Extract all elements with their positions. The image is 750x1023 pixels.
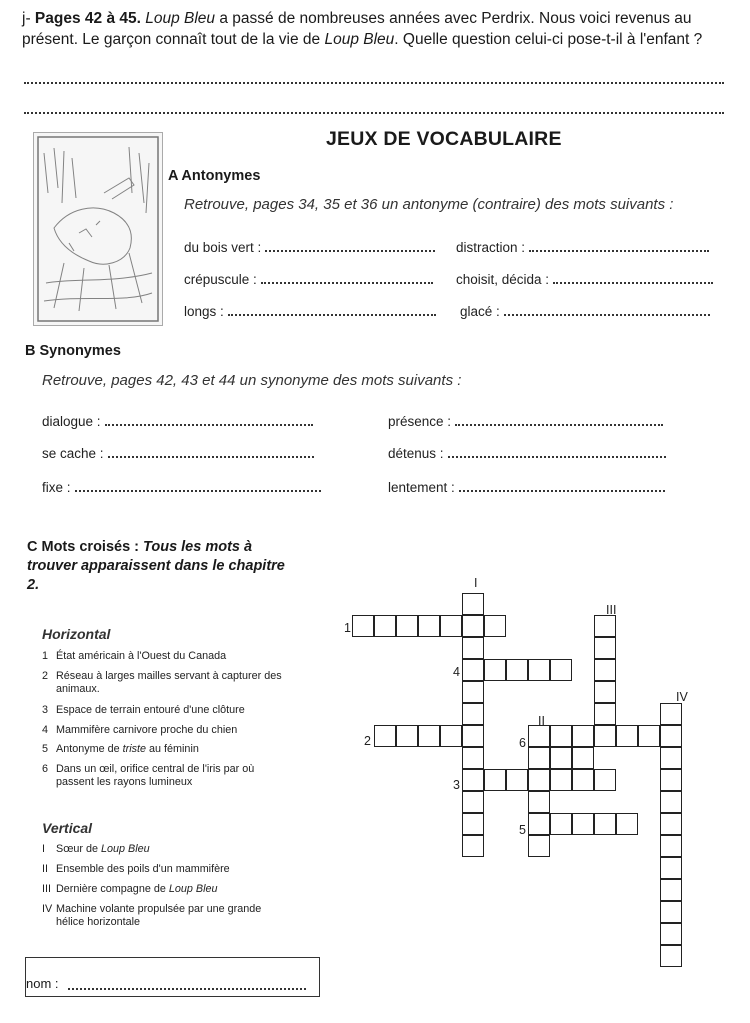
crossword-cell[interactable] [528,769,550,791]
clue-text: Réseau à larges mailles servant à capturer des animaux. [56,670,282,695]
crossword-cell[interactable] [594,637,616,659]
grid-label: IV [676,690,688,704]
crossword-cell[interactable] [572,747,594,769]
question-text: a passé de nombreuses années avec Perdrix. Nous voici revenus au présent. Le garçon connaît tout de la vie de [22,10,692,48]
grid-label: II [538,714,545,728]
crossword-cell[interactable] [462,835,484,857]
answer-line[interactable] [105,423,313,426]
crossword-cell[interactable] [396,615,418,637]
crossword-cell[interactable] [484,615,506,637]
crossword-cell[interactable] [528,747,550,769]
crossword-cell[interactable] [440,725,462,747]
synonyme-field[interactable] [42,446,314,461]
crossword-cell[interactable] [660,923,682,945]
clue-horizontal [42,743,292,756]
crossword-cell[interactable] [506,659,528,681]
clue-horizontal [42,670,292,696]
answer-line[interactable] [24,112,724,114]
crossword-cell[interactable] [462,813,484,835]
crossword-cell[interactable] [462,593,484,615]
question-pages: Pages 42 à 45. [34,10,141,27]
answer-line[interactable] [75,489,321,492]
crossword-heading-label: C Mots croisés : [27,539,139,555]
clue-text: Dans un œil, orifice central de l'iris par où passent les rayons lumineux [56,763,255,788]
clue-number: 3 [42,704,49,716]
crossword-cell[interactable] [550,769,572,791]
crossword-cell[interactable] [594,769,616,791]
grid-label: III [606,603,617,617]
book-title: Loup Bleu [145,10,216,27]
crossword-cell[interactable] [550,725,572,747]
answer-line[interactable] [265,249,435,252]
clue-text: Espace de terrain entouré d'une clôture [56,704,245,716]
clue-text: Mammifère carnivore proche du chien [56,724,238,736]
crossword-cell[interactable] [484,659,506,681]
clue-number: III [42,883,51,895]
crossword-cell[interactable] [528,835,550,857]
answer-line[interactable] [448,455,666,458]
field-label: présence : [388,414,452,429]
clue-horizontal [42,763,292,789]
crossword-cell[interactable] [616,725,638,747]
field-label: lentement : [388,480,455,495]
clue-number: 2 [42,670,49,682]
question-text: . Quelle question celui-ci pose-t-il à l'enfant ? [394,31,703,48]
crossword-cell[interactable] [528,725,550,747]
grid-label: 3 [453,778,460,792]
crossword-cell[interactable] [550,747,572,769]
crossword-cell[interactable] [616,813,638,835]
crossword-cell[interactable] [528,791,550,813]
answer-line[interactable] [228,313,436,316]
grid-label: 2 [364,734,371,748]
crossword-heading [27,538,297,595]
crossword-cell[interactable] [418,615,440,637]
clue-horizontal [42,724,292,737]
field-label: se cache : [42,446,104,461]
clue-vertical [42,883,292,896]
clue-number: IV [42,903,53,915]
clue-vertical [42,903,292,929]
crossword-cell[interactable] [660,879,682,901]
horizontal-title: Horizontal [42,626,111,642]
crossword-cell[interactable] [462,681,484,703]
crossword-cell[interactable] [462,637,484,659]
crossword-cell[interactable] [594,615,616,637]
crossword-cell[interactable] [572,813,594,835]
clue-text: Antonyme de [56,743,123,755]
crossword-cell[interactable] [660,901,682,923]
crossword-cell[interactable] [352,615,374,637]
clue-text: Ensemble des poils d'un mammifère [56,863,230,875]
clue-number: I [42,843,45,855]
clue-text: Loup Bleu [101,843,150,855]
crossword-cell[interactable] [462,791,484,813]
crossword-cell[interactable] [572,769,594,791]
field-label: fixe : [42,480,71,495]
antonyme-field[interactable] [184,272,433,287]
crossword-cell[interactable] [660,769,682,791]
crossword-cell[interactable] [462,615,484,637]
synonyme-field[interactable] [42,480,321,495]
field-label: distraction : [456,240,526,255]
grid-label: 1 [344,621,351,635]
clue-text: Dernière compagne de [56,883,169,895]
crossword-cell[interactable] [594,703,616,725]
crossword-cell[interactable] [484,769,506,791]
crossword-cell[interactable] [594,813,616,835]
antonymes-instruction: Retrouve, pages 34, 35 et 36 un antonyme (contraire) des mots suivants : [184,196,674,213]
crossword-cell[interactable] [550,659,572,681]
field-label: détenus : [388,446,444,461]
nom-box[interactable] [25,957,320,997]
crossword-cell[interactable] [462,747,484,769]
section-antonymes-heading: A Antonymes [168,168,261,184]
wolf-illustration [33,132,163,326]
field-label: du bois vert : [184,240,262,255]
crossword-cell[interactable] [660,703,682,725]
grid-label: 6 [519,736,526,750]
clue-text: Loup Bleu [168,883,218,895]
crossword-cell[interactable] [374,615,396,637]
field-label: glacé : [460,304,500,319]
clue-number: 1 [42,650,49,662]
clue-number: II [42,863,48,875]
clue-text: Sœur de [56,843,102,855]
crossword-cell[interactable] [440,615,462,637]
antonyme-field[interactable] [456,240,709,255]
field-label: crépuscule : [184,272,257,287]
clue-number: 6 [42,763,49,775]
clue-horizontal [42,704,292,717]
crossword-cell[interactable] [660,747,682,769]
crossword-cell[interactable] [594,725,616,747]
clue-text: État américain à l'Ouest du Canada [56,650,227,662]
crossword-cell[interactable] [374,725,396,747]
crossword-cell[interactable] [660,813,682,835]
clue-text: au féminin [146,743,199,755]
crossword-cell[interactable] [462,725,484,747]
answer-line[interactable] [504,313,710,316]
answer-line[interactable] [261,281,433,284]
antonyme-field[interactable] [184,304,436,319]
clue-vertical [42,843,292,856]
book-title: Loup Bleu [324,31,395,48]
clue-number: 5 [42,743,49,755]
crossword-cell[interactable] [462,769,484,791]
nom-label: nom : [26,976,59,991]
question-prefix: j- [22,10,35,27]
section-synonymes-heading: B Synonymes [25,343,121,359]
crossword-cell[interactable] [660,791,682,813]
crossword-cell[interactable] [462,703,484,725]
crossword-cell[interactable] [660,725,682,747]
question-j [22,8,732,50]
crossword-cell[interactable] [528,813,550,835]
crossword-cell[interactable] [660,857,682,879]
crossword-cell[interactable] [594,659,616,681]
field-label: longs : [184,304,224,319]
synonyme-field[interactable] [388,446,666,461]
page-title: JEUX DE VOCABULAIRE [326,128,562,150]
answer-line[interactable] [459,489,665,492]
antonyme-field[interactable] [456,272,713,287]
grid-label: 4 [453,665,460,679]
grid-label: I [474,576,478,590]
clue-horizontal [42,650,292,663]
field-label: choisit, décida : [456,272,550,287]
clue-vertical [42,863,292,876]
crossword-cell[interactable] [660,835,682,857]
vertical-title: Vertical [42,820,93,836]
crossword-cell[interactable] [660,945,682,967]
crossword-cell[interactable] [528,659,550,681]
crossword-cell[interactable] [594,681,616,703]
antonyme-field[interactable] [184,240,435,255]
clue-number: 4 [42,724,49,736]
answer-line[interactable] [529,249,709,252]
synonyme-field[interactable] [42,414,313,429]
clue-text: Machine volante propulsée par une grande hélice horizontale [56,903,262,928]
synonyme-field[interactable] [388,414,663,429]
crossword-cell[interactable] [418,725,440,747]
antonyme-field[interactable] [460,304,710,319]
field-label: dialogue : [42,414,101,429]
crossword-cell[interactable] [506,769,528,791]
answer-line[interactable] [553,281,713,284]
answer-line[interactable] [24,82,724,84]
synonyme-field[interactable] [388,480,665,495]
crossword-cell[interactable] [572,725,594,747]
crossword-heading-note: Tous les mots à trouver apparaissent dans le chapitre 2. [27,539,285,593]
crossword-cell[interactable] [462,659,484,681]
answer-line[interactable] [108,455,314,458]
nom-line[interactable] [68,988,306,990]
crossword-cell[interactable] [550,813,572,835]
crossword-cell[interactable] [396,725,418,747]
crossword-cell[interactable] [638,725,660,747]
clue-text: triste [122,743,147,755]
synonymes-instruction: Retrouve, pages 42, 43 et 44 un synonyme des mots suivants : [42,372,462,389]
grid-label: 5 [519,823,526,837]
answer-line[interactable] [455,423,663,426]
